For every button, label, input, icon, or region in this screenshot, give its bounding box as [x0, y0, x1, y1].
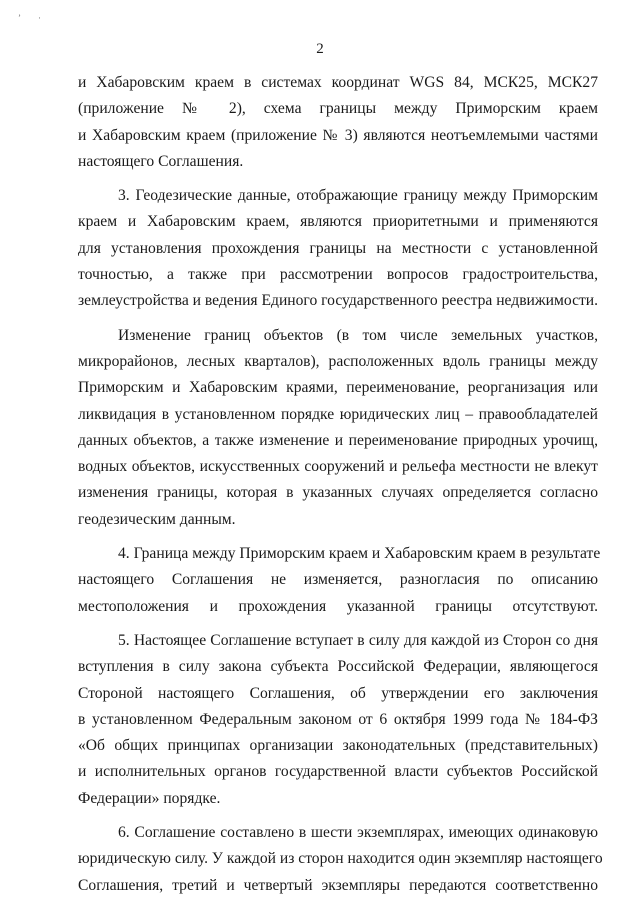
paragraph-item-6	[78, 820, 603, 899]
scan-mark: ·	[38, 13, 41, 23]
text-line: Соглашения, третий и четвертый экземпляры передаются соответственно	[78, 876, 598, 894]
text-line: микрорайонов, лесных кварталов), расположенных вдоль границы между	[78, 352, 598, 370]
text-line: краем и Хабаровским краем, являются приоритетными и применяются	[78, 213, 598, 231]
paragraph-item-3	[78, 183, 598, 314]
text-line: Стороной настоящего Соглашения, об утверждении его заключения	[78, 684, 598, 702]
text-line: изменения границы, которая в указанных случаях определяется согласно	[78, 484, 598, 502]
text-line: (приложение № 2), схема границы между Приморским краем	[78, 100, 598, 118]
text-line: местоположения и прохождения указанной границы отсутствуют.	[78, 597, 598, 615]
text-line: 4. Граница между Приморским краем и Хабаровским краем в результате	[118, 545, 601, 563]
paragraph-boundary-changes	[78, 323, 598, 533]
text-line: точностью, а также при рассмотрении вопросов градостроительства,	[78, 266, 598, 284]
scan-mark: ʼ	[18, 13, 21, 23]
text-line: 5. Настоящее Соглашение вступает в силу для каждой из Сторон со дня	[118, 631, 598, 649]
text-line: и Хабаровским краем (приложение № 3) являются неотъемлемыми частями	[78, 126, 598, 144]
text-line: для установления прохождения границы на местности с установленной	[78, 239, 598, 257]
paragraph-item-4	[78, 541, 601, 620]
text-line: Приморским и Хабаровским краями, переименование, реорганизация или	[78, 379, 598, 397]
text-line: геодезическим данным.	[78, 510, 236, 528]
paragraph-item-5	[78, 628, 598, 812]
text-line: вступления в силу закона субъекта Российской Федерации, являющегося	[78, 658, 598, 676]
text-line: юридическую силу. У каждой из сторон находится один экземпляр настоящего	[78, 850, 603, 868]
text-line: настоящего Соглашения.	[78, 152, 244, 170]
text-line: Федерации» порядке.	[78, 789, 221, 807]
text-line: Изменение границ объектов (в том числе земельных участков,	[118, 326, 598, 344]
text-line: 6. Соглашение составлено в шести экземплярах, имеющих одинаковую	[118, 824, 598, 842]
text-line: ликвидация в установленном порядке юридических лиц – правообладателей	[78, 405, 598, 423]
text-line: настоящего Соглашения не изменяется, разногласия по описанию	[78, 571, 598, 589]
text-line: 3. Геодезические данные, отображающие границу между Приморским	[118, 187, 598, 205]
text-line: в установленном Федеральным законом от 6 октября 1999 года № 184-ФЗ	[78, 710, 598, 728]
text-line: водных объектов, искусственных сооружений и рельефа местности не влекут	[78, 458, 598, 476]
paragraph-continuation	[78, 70, 598, 175]
text-line: «Об общих принципах организации законодательных (представительных)	[78, 737, 598, 755]
text-line: и Хабаровским краем в системах координат WGS 84, МСК25, МСК27	[78, 74, 598, 91]
document-body	[78, 70, 603, 907]
page-number: 2	[316, 41, 324, 57]
text-line: данных объектов, а также изменение и переименование природных урочищ,	[78, 431, 598, 449]
text-line: землеустройства и ведения Единого государственного реестра недвижимости.	[78, 292, 599, 310]
text-line: и исполнительных органов государственной власти субъектов Российской	[78, 763, 598, 781]
